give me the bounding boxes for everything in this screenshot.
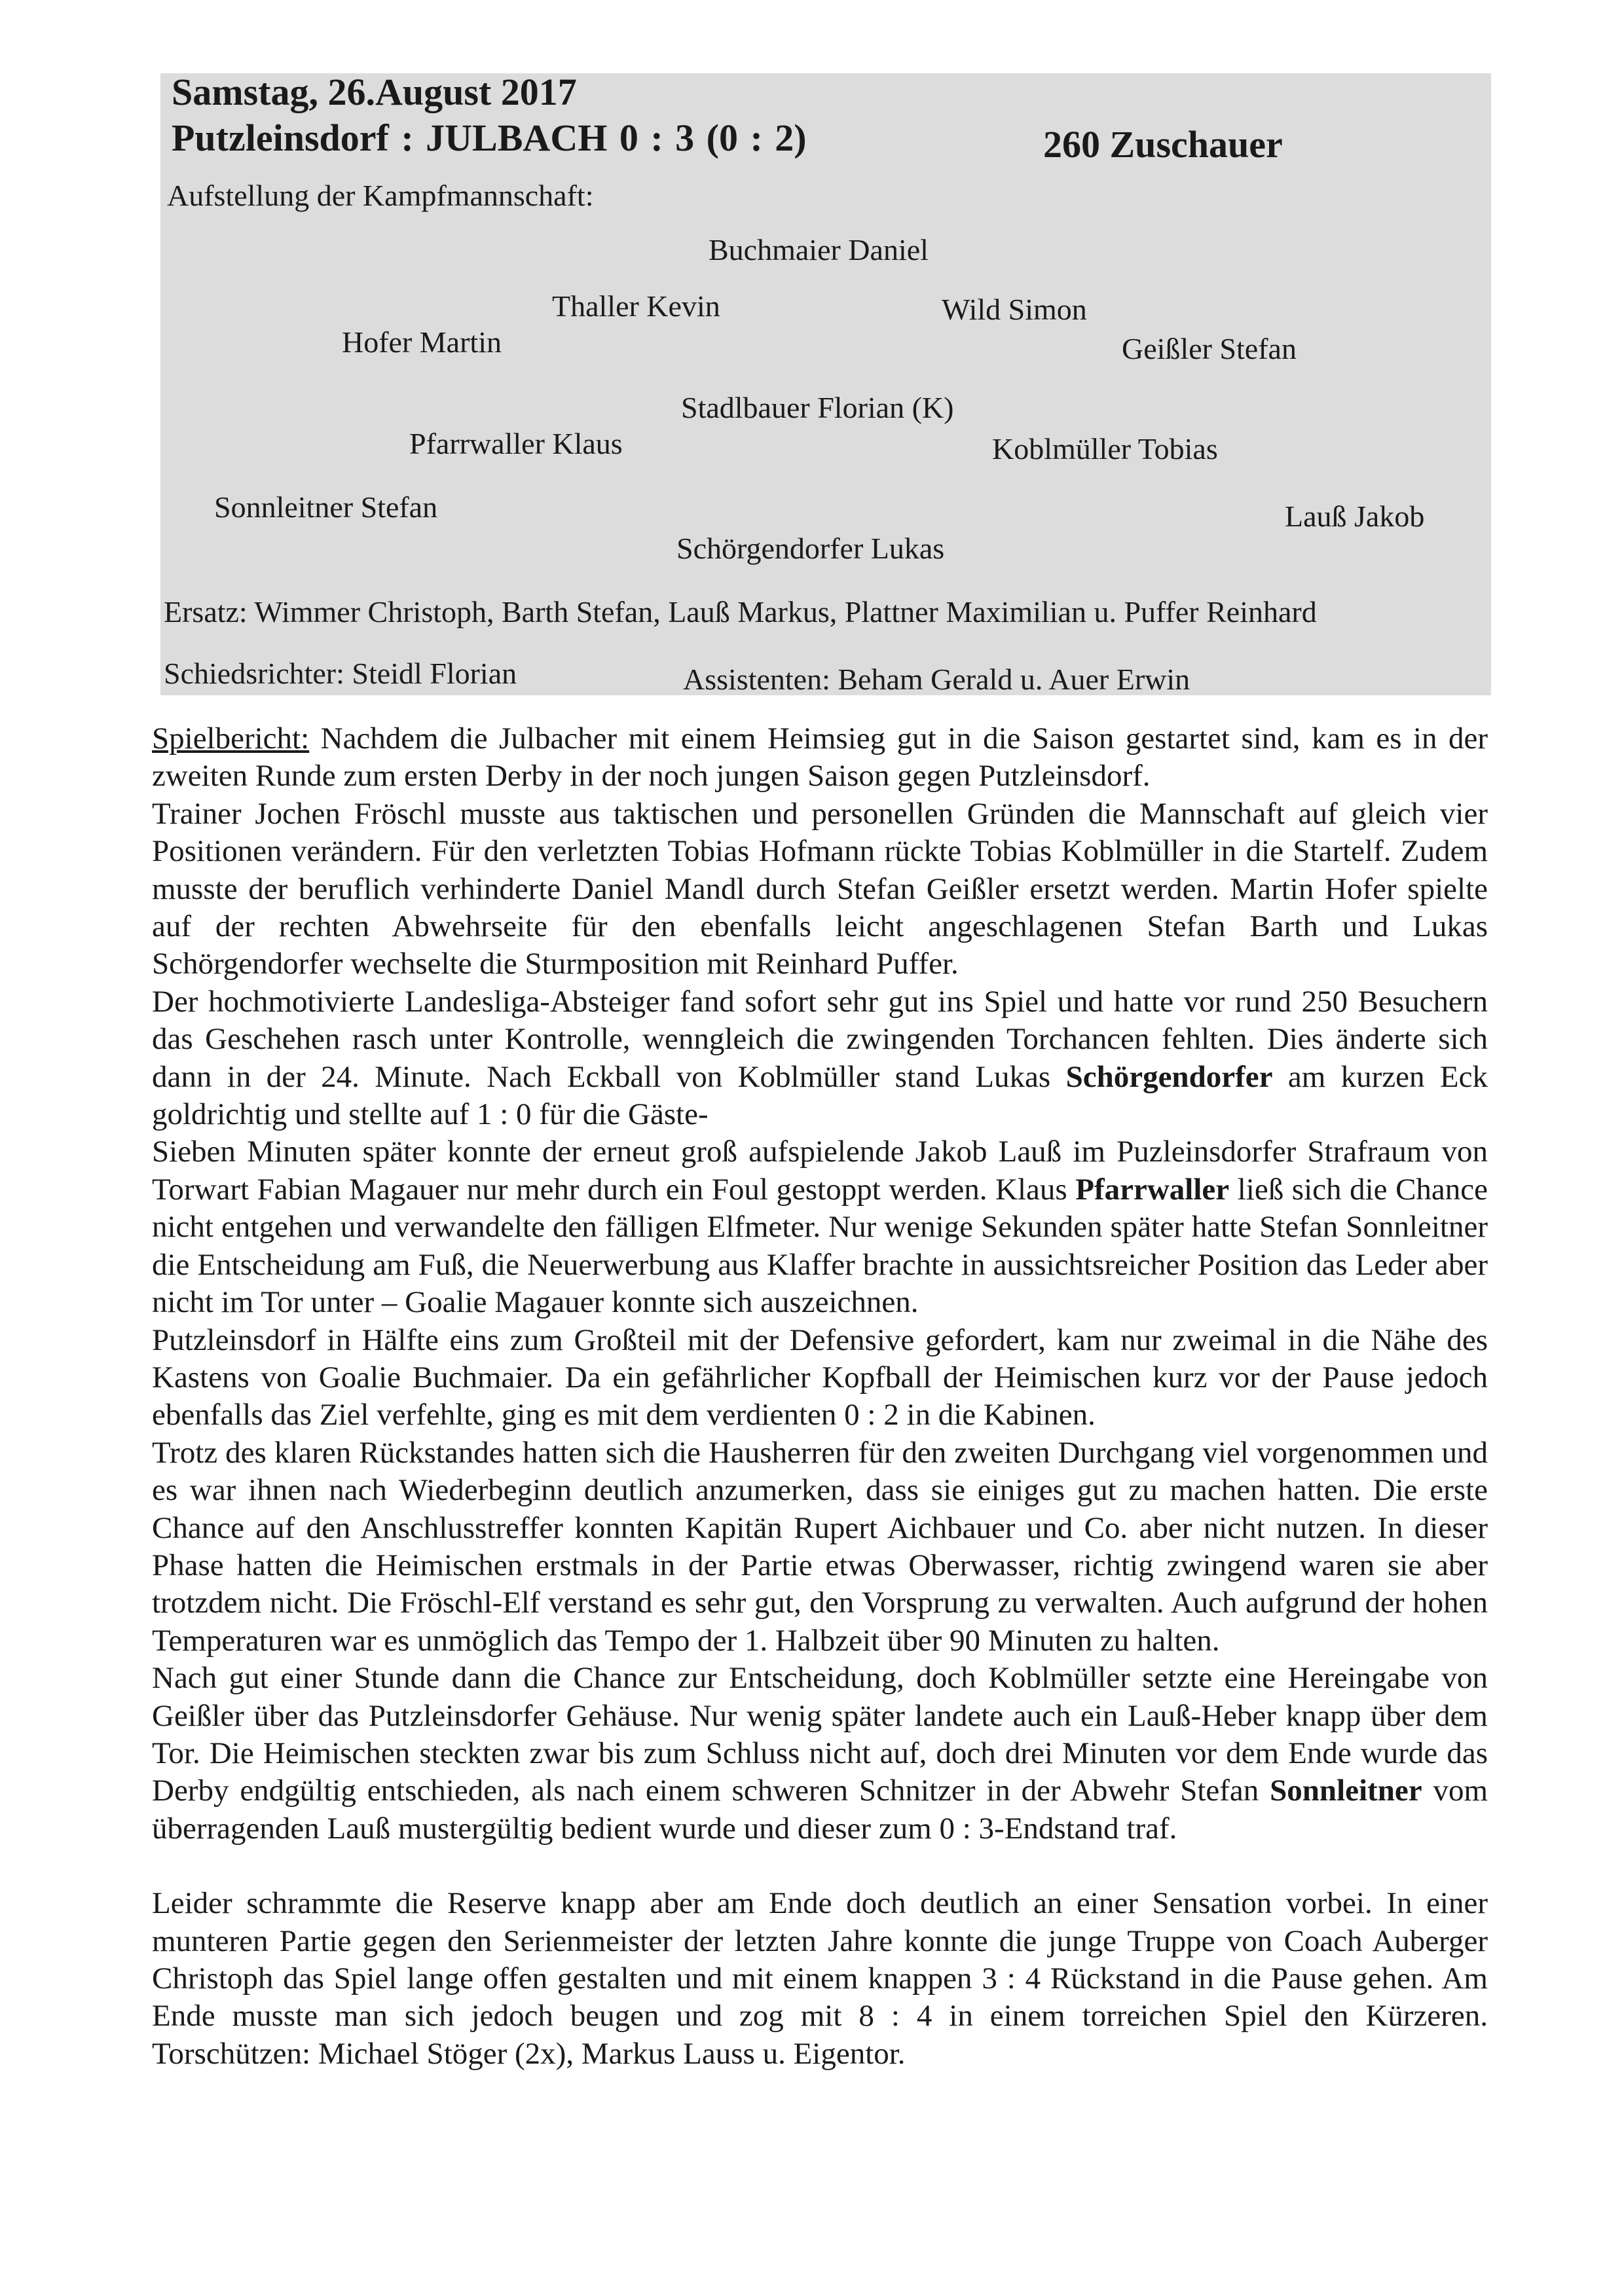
report-paragraph: Trotz des klaren Rückstandes hatten sich die Hausherren für den zweiten Durchgang viel vorgenommen und es war ihnen nach Wiederbeginn deutlich anzumerken, dass sie einiges gut zu machen hatten. Die erste Chance auf den Anschlusstreffer konnten Kapitän Rupert Aichbauer und Co. aber nicht nutzen. In dieser Phase hatten die Heimischen erstmals in der Partie etwas Oberwasser, richtig zwingend waren sie aber trotzdem nicht. Die Fröschl-Elf verstand es sehr gut, den Vorsprung zu verwalten. Auch aufgrund der hohen Temperaturen war es unmöglich das Tempo der 1. Halbzeit über 90 Minuten zu halten. xyxy=(152,1435,1488,1658)
scorer-name: Pfarrwaller xyxy=(1075,1172,1230,1207)
report-paragraph xyxy=(152,1660,1488,1848)
player-koblmueller: Koblmüller Tobias xyxy=(992,432,1218,465)
report-paragraph: Trainer Jochen Fröschl musste aus taktischen und personellen Gründen die Mannschaft auf gleich vier Positionen verändern. Für den verletzten Tobias Hofmann rückte Tobias Koblmüller in die Startelf. Zudem musste der beruflich verhinderte Daniel Mandl durch Stefan Geißler ersetzt werden. Martin Hofer spielte auf der rechten Abwehrseite für den ebenfalls leicht angeschlagenen Stefan Barth und Lukas Schörgendorfer wechselte die Sturmposition mit Reinhard Puffer. xyxy=(152,796,1488,981)
substitutes-line: Ersatz: Wimmer Christoph, Barth Stefan, Lauß Markus, Plattner Maximilian u. Puffer Reinhard xyxy=(164,595,1317,629)
report-text: Nach gut einer Stunde dann die Chance zur Entscheidung, doch Koblmüller setzte eine Hereingabe von Geißler über das Putzleinsdorfer Gehäuse. Nur wenig später landete auch ein Lauß-Heber knapp über dem Tor. Die Heimischen steckten zwar bis zum Schluss nicht auf, doch drei Minuten vor dem Ende wurde das Derby endgültig entschieden, als nach einem schweren Schnitzer in der Abwehr Stefan xyxy=(152,1661,1488,1808)
lineup-label: Aufstellung der Kampfmannschaft: xyxy=(167,179,594,212)
report-text: vom überragenden Lauß mustergültig bedient wurde und dieser zum 0 : 3-Endstand traf. xyxy=(152,1774,1488,1846)
report-paragraph xyxy=(152,983,1488,1134)
report-text: ließ sich die Chance nicht entgehen und verwandelte den fälligen Elfmeter. Nur wenige Sekunden später hatte Stefan Sonnleitner die Entscheidung am Fuß, die Neuerwerbung aus Klaffer brachte in aussichtsreicher Position das Leder aber nicht im Tor unter – Goalie Magauer konnte sich auszeichnen. xyxy=(152,1172,1488,1320)
scorer-name: Sonnleitner xyxy=(1270,1774,1422,1808)
assistants-line: Assistenten: Beham Gerald u. Auer Erwin xyxy=(683,663,1190,696)
player-geissler: Geißler Stefan xyxy=(1122,332,1297,365)
referee-line: Schiedsrichter: Steidl Florian xyxy=(164,657,517,690)
match-report xyxy=(152,720,1488,2073)
report-text: Der hochmotivierte Landesliga-Absteiger fand sofort sehr gut ins Spiel und hatte vor rund 250 Besuchern das Geschehen rasch unter Kontrolle, wenngleich die zwingenden Torchancen fehlten. Dies änderte sich dann in der 24. Minute. Nach Eckball von Koblmüller stand Lukas xyxy=(152,984,1488,1094)
report-label: Spielbericht: xyxy=(152,721,310,756)
player-lauss: Lauß Jakob xyxy=(1285,500,1425,533)
player-goalkeeper: Buchmaier Daniel xyxy=(709,233,929,266)
spectator-count: 260 Zuschauer xyxy=(1043,123,1283,166)
player-sonnleitner: Sonnleitner Stefan xyxy=(214,490,438,524)
report-intro-text: Nachdem die Julbacher mit einem Heimsieg gut in die Saison gestartet sind, kam es in der zweiten Runde zum ersten Derby in der noch jungen Saison gegen Putzleinsdorf. xyxy=(152,721,1488,793)
scorer-name: Schörgendorfer xyxy=(1065,1059,1273,1094)
report-paragraph: Putzleinsdorf in Hälfte eins zum Großteil mit der Defensive gefordert, kam nur zweimal in die Nähe des Kastens von Goalie Buchmaier. Da ein gefährlicher Kopfball der Heimischen kurz vor der Pause jedoch ebenfalls das Ziel verfehlte, ging es mit dem verdienten 0 : 2 in die Kabinen. xyxy=(152,1322,1488,1432)
player-pfarrwaller: Pfarrwaller Klaus xyxy=(409,427,623,460)
report-text: am kurzen Eck goldrichtig und stellte auf 1 : 0 für die Gäste- xyxy=(152,1059,1488,1132)
player-schoergendorfer: Schörgendorfer Lukas xyxy=(676,532,945,565)
player-wild: Wild Simon xyxy=(942,293,1087,326)
paragraph-gap xyxy=(152,1848,1488,1885)
match-date: Samstag, 26.August 2017 xyxy=(172,71,577,113)
player-hofer: Hofer Martin xyxy=(342,325,502,359)
player-thaller: Thaller Kevin xyxy=(552,289,720,323)
match-result: Putzleinsdorf : JULBACH 0 : 3 (0 : 2) xyxy=(172,117,807,159)
report-intro-paragraph xyxy=(152,720,1488,795)
report-text: Sieben Minuten später konnte der erneut groß aufspielende Jakob Lauß im Puzleinsdorfer Strafraum von Torwart Fabian Magauer nur mehr durch ein Foul gestoppt werden. Klaus xyxy=(152,1135,1488,1207)
report-paragraph xyxy=(152,1133,1488,1321)
reserve-report-paragraph: Leider schrammte die Reserve knapp aber am Ende doch deutlich an einer Sensation vorbei. In einer munteren Partie gegen den Serienmeister der letzten Jahre konnte die junge Truppe von Coach Auberger Christoph das Spiel lange offen gestalten und mit einem knappen 3 : 4 Rückstand in die Pause gehen. Am Ende musste man sich jedoch beugen und zog mit 8 : 4 in einem torreichen Spiel den Kürzeren. Torschützen: Michael Stöger (2x), Markus Lauss u. Eigentor. xyxy=(152,1886,1488,2071)
player-stadlbauer: Stadlbauer Florian (K) xyxy=(681,391,954,424)
